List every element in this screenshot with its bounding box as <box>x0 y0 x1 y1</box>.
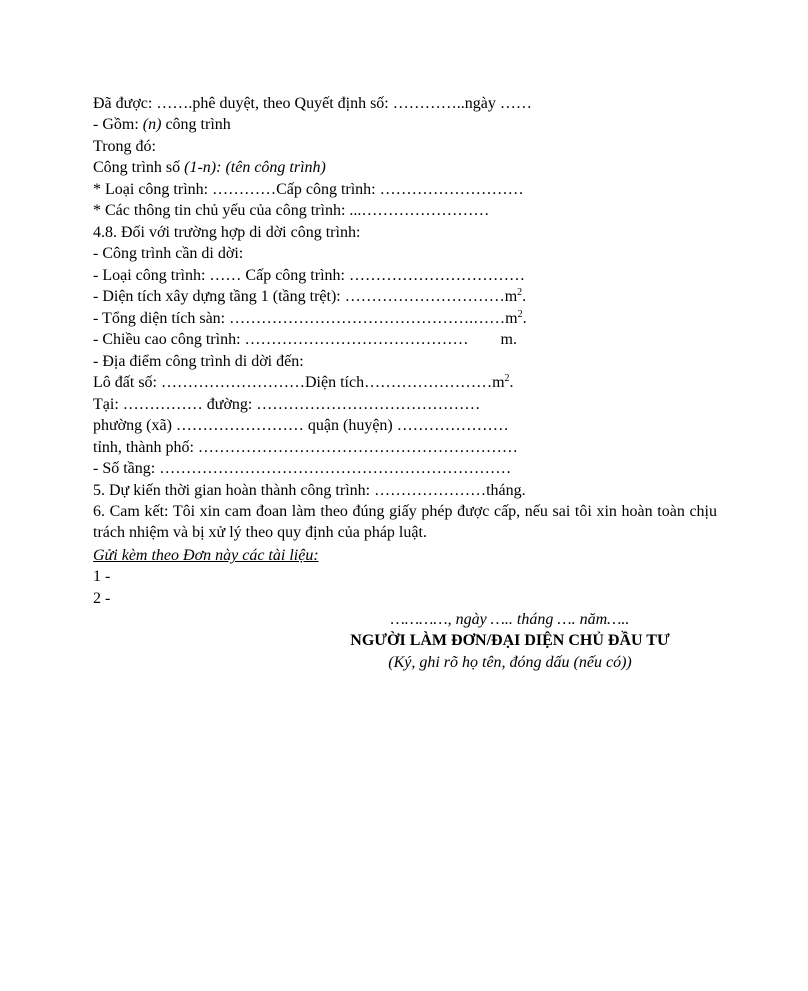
ground-area-line <box>93 286 526 307</box>
ward-line: phường (xã) …………………… quận (huyện) ………………… <box>93 417 509 434</box>
street-line: Tại: …………… đường: …………………………………… <box>93 396 481 413</box>
completion-line: 5. Dự kiến thời gian hoàn thành công trình: …………………tháng. <box>93 482 526 499</box>
floor-area-tail: . <box>522 310 527 327</box>
includes-count: (n) <box>142 116 162 133</box>
work-number-line <box>93 157 326 178</box>
signature-note: (Ký, ghi rõ họ tên, đóng dấu (nếu có)) <box>388 654 632 671</box>
ground-area-unit-sup: 2 <box>517 287 523 298</box>
commitment-paragraph: 6. Cam kết: Tôi xin cam đoan làm theo đúng giấy phép được cấp, nếu sai tôi xin hoàn toàn chịu trách nhiệm và bị xử lý theo quy định của pháp luật. <box>93 503 717 541</box>
work-type-line: * Loại công trình: …………Cấp công trình: ……………………… <box>93 181 524 198</box>
includes-line <box>93 114 231 135</box>
signature-date: …………, ngày ….. tháng …. năm….. <box>390 611 630 628</box>
relocation-heading: 4.8. Đối với trường hợp di dời công trình: <box>93 224 361 241</box>
includes-label: - Gồm: <box>93 116 143 133</box>
signature-title: NGƯỜI LÀM ĐƠN/ĐẠI DIỆN CHỦ ĐẦU TƯ <box>350 632 670 649</box>
floor-area-line <box>93 308 527 329</box>
floor-area-unit-sup: 2 <box>517 309 523 320</box>
relocate-work-line: - Công trình cần di dời: <box>93 245 244 262</box>
relocate-type-line: - Loại công trình: …… Cấp công trình: …………………………… <box>93 267 525 284</box>
lot-text: Lô đất số: ………………………Diện tích……………………m <box>93 374 505 391</box>
ground-area-text: - Diện tích xây dựng tầng 1 (tầng trệt): …………………………m <box>93 288 518 305</box>
attachment-item-2: 2 - <box>93 590 111 607</box>
destination-line: - Địa điểm công trình di dời đến: <box>93 353 304 370</box>
lot-unit-sup: 2 <box>504 373 510 384</box>
in-which-line: Trong đó: <box>93 138 156 155</box>
lot-tail: . <box>509 374 514 391</box>
ground-area-tail: . <box>522 288 527 305</box>
approval-line: Đã được: …….phê duyệt, theo Quyết định số: …………..ngày …… <box>93 95 532 112</box>
work-number-label: Công trình số <box>93 159 185 176</box>
attachment-item-1: 1 - <box>93 568 111 585</box>
height-line: - Chiều cao công trình: …………………………………… m. <box>93 331 517 348</box>
includes-suffix: công trình <box>161 116 231 133</box>
floor-area-text: - Tổng diện tích sàn: ……………………………………….……m <box>93 310 518 327</box>
floors-line: - Số tầng: ………………………………………………………… <box>93 460 512 477</box>
attachments-heading: Gửi kèm theo Đơn này các tài liệu: <box>93 547 319 564</box>
lot-line <box>93 372 514 393</box>
province-line: tỉnh, thành phố: …………………………………………………… <box>93 439 518 456</box>
main-info-line: * Các thông tin chủ yếu của công trình: ...…………………… <box>93 202 490 219</box>
work-number-value: (1-n): (tên công trình) <box>184 159 326 176</box>
